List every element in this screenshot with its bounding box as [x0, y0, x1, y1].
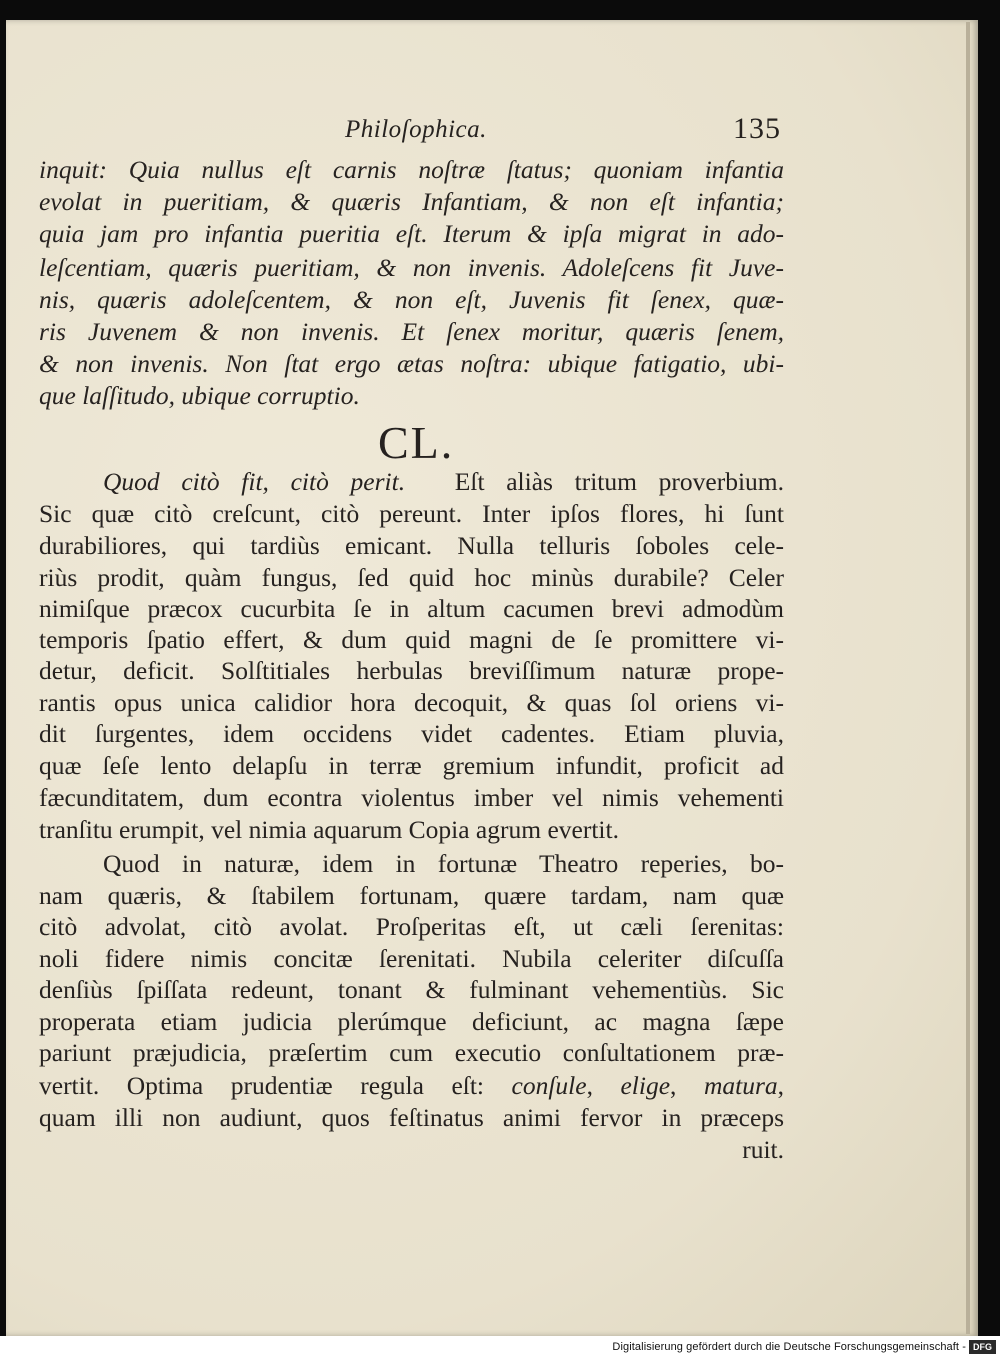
text-line: citò advolat, citò avolat. Proſperitas eſt, ut cæli ſerenitas: — [39, 912, 784, 941]
text-line: pariunt præjudicia, præſertim cum executio conſultationem præ- — [39, 1038, 784, 1067]
text-line: & non invenis. Non ſtat ergo ætas noſtra: ubique fatigatio, ubi- — [39, 349, 784, 378]
text-line: quam illi non audiunt, quos feſtinatus animi fervor in præceps — [39, 1103, 784, 1132]
text-line: nimiſque præcox cucurbita ſe in altum cacumen brevi admodùm — [39, 594, 784, 623]
text-line: nam quæris, & ſtabilem fortunam, quære tardam, nam quæ — [39, 881, 784, 910]
text-line: tranſitu erumpit, vel nimia aquarum Copia agrum evertit. — [39, 815, 619, 844]
text-line-first — [103, 467, 784, 497]
text-line: Sic quæ citò creſcunt, citò pereunt. Inter ipſos flores, hi ſunt — [39, 499, 784, 528]
text-line: properata etiam judicia plerúmque deficiunt, ac magna ſæpe — [39, 1007, 784, 1036]
page-number: 135 — [733, 112, 781, 145]
text-segment: vertit. Optima prudentiæ regula eſt: — [39, 1071, 485, 1100]
text-line: quia jam pro infantia pueritia eſt. Iterum & ipſa migrat in ado- — [39, 219, 784, 248]
incipit-rest: Eſt aliàs tritum proverbium. — [454, 467, 785, 496]
text-line: durabiliores, qui tardiùs emicant. Nulla telluris ſoboles cele- — [39, 531, 784, 560]
text-line: inquit: Quia nullus eſt carnis noſtræ ſtatus; quoniam infantia — [39, 155, 784, 184]
italic-word: elige — [620, 1071, 671, 1100]
text-line: rantis opus unica calidior hora decoquit, & quas ſol oriens vi- — [39, 688, 784, 717]
text-line-mixed: vertit. Optima prudentiæ regula eſt: conſule, elige, matura, — [39, 1071, 784, 1100]
text-line: leſcentiam, quæris pueritiam, & non invenis. Adoleſcens fit Juve- — [39, 253, 784, 282]
italic-word: conſule — [511, 1071, 587, 1100]
text-line: temporis ſpatio effert, & dum quid magni de ſe promittere vi- — [39, 625, 784, 654]
text-line: denſiùs ſpiſſata redeunt, tonant & fulminant vehementiùs. Sic — [39, 975, 784, 1004]
section-heading: CL. — [378, 417, 455, 468]
text-line: que laſſitudo, ubique corruptio. — [39, 381, 360, 410]
text-line: dit ſurgentes, idem occidens videt cadentes. Etiam pluvia, — [39, 719, 784, 748]
running-head: Philoſophica. — [345, 116, 487, 143]
funding-credit: Digitalisierung gefördert durch die Deutsche Forschungsgemeinschaft - — [612, 1341, 966, 1353]
text-line: evolat in pueritiam, & quæris Infantiam, & non eſt infantia; — [39, 187, 784, 216]
text-line: Quod in naturæ, idem in fortunæ Theatro reperies, bo- — [103, 849, 784, 878]
dfg-logo: DFG — [969, 1340, 996, 1354]
page-edge — [966, 22, 970, 1334]
footer-bar — [0, 1336, 1000, 1359]
italic-word: matura — [703, 1071, 778, 1100]
text-line: quæ ſeſe lento delapſu in terræ gremium infundit, proficit ad — [39, 751, 784, 780]
incipit-italic: Quod citò fit, citò perit. — [103, 467, 406, 496]
text-line: fæcunditatem, dum econtra violentus imber vel nimis vehementi — [39, 783, 784, 812]
text-line: nis, quæris adoleſcentem, & non eſt, Juvenis fit ſenex, quæ- — [39, 285, 784, 314]
text-line: riùs prodit, quàm fungus, ſed quid hoc minùs durabile? Celer — [39, 563, 784, 592]
catchword-line: ruit. — [742, 1135, 784, 1164]
text-line: noli fidere nimis concitæ ſerenitati. Nubila celeriter diſcuſſa — [39, 944, 784, 973]
page-header — [0, 112, 1000, 152]
text-line: ris Juvenem & non invenis. Et ſenex moritur, quæris ſenem, — [39, 317, 784, 346]
text-line: detur, deficit. Solſtitiales herbulas breviſſimum naturæ prope- — [39, 656, 784, 685]
